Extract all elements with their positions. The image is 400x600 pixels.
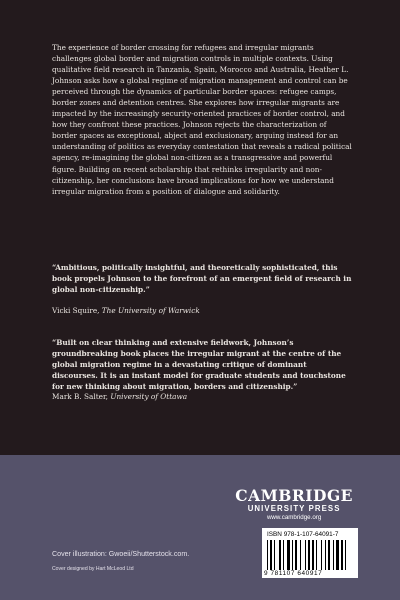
endorsement-attribution-1 (52, 305, 200, 316)
cover-design-credit: Cover designed by Hart McLeod Ltd (52, 566, 134, 572)
barcode-stripe (283, 540, 284, 570)
barcode-stripe (279, 540, 281, 570)
publisher-subname: UNIVERSITY PRESS (247, 504, 341, 513)
endorser-affiliation-1: The University of Warwick (101, 306, 200, 315)
barcode-digits: 9 781107 640917 (264, 570, 323, 577)
barcode-stripe (292, 540, 293, 570)
cover-illustration-credit: Cover illustration: Gwoeii/Shutterstock.com. (52, 550, 190, 558)
barcode-stripe (287, 540, 290, 570)
book-description: The experience of border crossing for refugees and irregular migrants challenges global border and migration controls in multiple contexts. Using qualitative field research in Tanzania, Spain, Morocco and Australia, Heather L. Johnson asks how a global regime of migration management and control can be perceived through the dynamics of particular border spaces: refugee camps, border zones and detention centres. She explores how irregular migrants are impacted by the increasingly security-oriented practices of border control, and how they confront these practices. Johnson rejects the characterization of border spaces as exceptional, abject and exclusionary, arguing instead for an understanding of politics as everyday contestation that reveals a radical political agency, re-imagining the global non-citizen as a transgressive and powerful figure. Building on recent scholarship that rethinks irregularity and non-citizenship, her conclusions have broad implications for how we understand irregular migration from a position of dialogue and solidarity. (52, 43, 352, 196)
endorser-name-1: Vicki Squire, (52, 306, 100, 315)
endorsement-quote-1: “Ambitious, politically insightful, and theoretically sophisticated, this book propels Johnson to the forefront of an emergent field of research in global non-citizenship.” (52, 263, 352, 295)
barcode-stripe (300, 540, 301, 570)
endorser-name-2: Mark B. Salter, (52, 392, 108, 401)
barcode-stripe (336, 540, 339, 570)
publisher-url: www.cambridge.org (266, 514, 322, 521)
barcode-stripe (328, 540, 330, 570)
barcode-stripe (267, 540, 268, 570)
endorsement-attribution-2 (52, 391, 187, 402)
barcode-stripe (274, 540, 275, 570)
barcode-stripe (270, 540, 272, 570)
barcode-stripe (305, 540, 306, 570)
barcode-stripe (295, 540, 297, 570)
barcode-stripe (345, 540, 346, 570)
isbn-barcode (262, 528, 358, 578)
barcode-stripe (341, 540, 343, 570)
barcode-stripe (325, 540, 326, 570)
barcode-bars (267, 540, 353, 570)
barcode-stripe (308, 540, 310, 570)
isbn-label: ISBN 978-1-107-64091-7 (267, 531, 339, 538)
barcode-stripe (333, 540, 334, 570)
endorser-affiliation-2: University of Ottawa (110, 392, 188, 401)
barcode-stripe (312, 540, 314, 570)
endorsement-quote-2: “Built on clear thinking and extensive fieldwork, Johnson’s groundbreaking book places the irregular migrant at the centre of the global migration regime in a devastating critique of dominant discourses. It is an instant model for graduate students and touchstone for new thinking about migration, borders and citizenship.” (52, 338, 346, 392)
publisher-name: CAMBRIDGE (235, 486, 353, 505)
barcode-stripe (316, 540, 317, 570)
barcode-stripe (321, 540, 322, 570)
publisher-logo (235, 488, 353, 522)
